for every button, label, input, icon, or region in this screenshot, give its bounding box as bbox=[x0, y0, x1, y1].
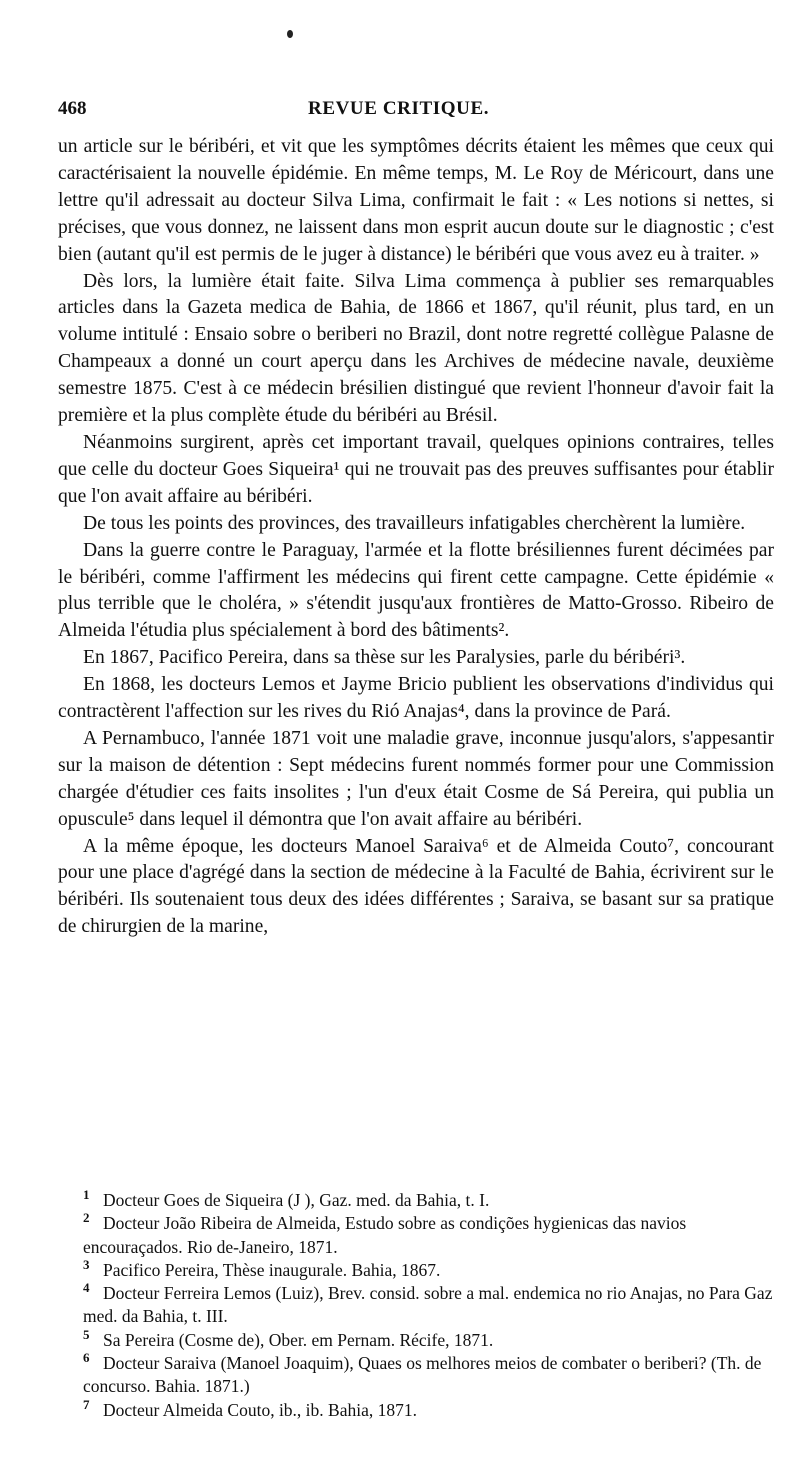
footnote-text: Docteur Ferreira Lemos (Luiz), Brev. consid. sobre a mal. endemica no rio Anajas, no Para Gaz med. da Bahia, t. III. bbox=[83, 1283, 773, 1327]
paragraph: A Pernambuco, l'année 1871 voit une maladie grave, inconnue jusqu'alors, s'appesantir sur la maison de détention : Sept médecins furent nommés former pour une Commission chargée d'étudier ces faits insolites ; l'un d'eux était Cosme de Sá Pereira, qui publia un opuscule⁵ dans lequel il démontra que l'on avait affaire au béribéri. bbox=[58, 727, 774, 830]
footnote-text: Sa Pereira (Cosme de), Ober. em Pernam. Récife, 1871. bbox=[103, 1329, 494, 1350]
paragraph: Néanmoins surgirent, après cet important travail, quelques opinions contraires, telles que celle du docteur Goes Siqueira¹ qui ne trouvait pas des preuves suffisantes pour établir que l'on avait affaire au béribéri. bbox=[58, 431, 774, 507]
paragraph: De tous les points des provinces, des travailleurs infatigables cherchèrent la lumière. bbox=[83, 512, 746, 534]
ink-dot bbox=[287, 30, 293, 38]
footnote: 3 Pacifico Pereira, Thèse inaugurale. Bahia, 1867. bbox=[83, 1257, 441, 1280]
paragraph: Dès lors, la lumière était faite. Silva Lima commença à publier ses remarquables articles dans la Gazeta medica de Bahia, de 1866 et 1867, qu'il réunit, plus tard, en un volume intitulé : Ensaio sobre o beriberi no Brazil, dont notre regretté collègue Palasne de Champeaux a donné un court aperçu dans les Archives de médecine navale, deuxième semestre 1875. C'est à ce médecin brésilien distingué que revient l'honneur d'avoir fait la première et la plus complète étude du béribéri au Brésil. bbox=[58, 270, 774, 427]
footnote: 5 Sa Pereira (Cosme de), Ober. em Pernam. Récife, 1871. bbox=[83, 1326, 494, 1350]
footnotes bbox=[58, 1189, 774, 1422]
paragraph: A la même époque, les docteurs Manoel Saraiva⁶ et de Almeida Couto⁷, concourant pour une place d'agrégé dans la section de médecine à la Faculté de Bahia, écrivirent sur le béribéri. Ils soutenaient tous deux des idées différentes ; Saraiva, se basant sur sa pratique de chirurgien de la marine, bbox=[58, 835, 774, 938]
footnote: 1 Docteur Goes de Siqueira (J ), Gaz. med. da Bahia, t. I. bbox=[83, 1187, 490, 1210]
page-header bbox=[58, 98, 772, 124]
paragraph: un article sur le béribéri, et vit que les symptômes décrits étaient les mêmes que ceux qui caractérisaient la nouvelle épidémie. En même temps, M. Le Roy de Méricourt, dans une lettre qu'il adressait au docteur Silva Lima, confirmait le fait : « Les notions si nettes, si précises, que vous donnez, ne laissent dans mon esprit aucun doute sur le diagnostic ; c'est bien (autant qu'il est permis de le juger à distance) le béribéri que vous avez eu à traiter. » bbox=[58, 136, 774, 265]
page-number: 468 bbox=[58, 98, 87, 119]
footnote-text: Docteur João Ribeira de Almeida, Estudo sobre as condições hygienicas das navios encouraçados. Rio de-Janeiro, 1871. bbox=[83, 1213, 687, 1257]
footnote-text: Docteur Saraiva (Manoel Joaquim), Quaes os melhores meios de combater o beriberi? (Th. de concurso. Bahia. 1871.) bbox=[83, 1353, 762, 1397]
running-title: REVUE CRITIQUE. bbox=[308, 98, 490, 119]
footnote: 4 Docteur Ferreira Lemos (Luiz), Brev. consid. sobre a mal. endemica no rio Anajas, no Para Gaz med. da Bahia, t. III. bbox=[83, 1280, 773, 1327]
paragraph: En 1868, les docteurs Lemos et Jayme Bricio publient les observations d'individus qui contractèrent l'affection sur les rives du Rió Anajas⁴, dans la province de Pará. bbox=[58, 674, 774, 723]
paragraph: Dans la guerre contre le Paraguay, l'armée et la flotte brésiliennes furent décimées par le béribéri, comme l'affirment les médecins qui firent cette campagne. Cette épidémie « plus terrible que le choléra, » s'étendit jusqu'aux frontières de Matto-Grosso. Ribeiro de Almeida l'étudia plus spécialement à bord des bâtiments². bbox=[58, 539, 774, 642]
paragraph: En 1867, Pacifico Pereira, dans sa thèse sur les Paralysies, parle du béribéri³. bbox=[83, 647, 686, 669]
footnote-text: Docteur Goes de Siqueira (J ), Gaz. med. da Bahia, t. I. bbox=[103, 1190, 490, 1210]
main-text bbox=[58, 134, 774, 941]
footnote: 6 Docteur Saraiva (Manoel Joaquim), Quaes os melhores meios de combater o beriberi? (Th. de concurso. Bahia. 1871.) bbox=[83, 1350, 762, 1397]
footnote-text: Pacifico Pereira, Thèse inaugurale. Bahia, 1867. bbox=[103, 1259, 441, 1280]
footnote-text: Docteur Almeida Couto, ib., ib. Bahia, 1871. bbox=[103, 1399, 417, 1420]
footnote: 7 Docteur Almeida Couto, ib., ib. Bahia, 1871. bbox=[83, 1396, 417, 1420]
footnote: 2 Docteur João Ribeira de Almeida, Estudo sobre as condições hygienicas das navios encouraçados. Rio de-Janeiro, 1871. bbox=[83, 1210, 687, 1257]
